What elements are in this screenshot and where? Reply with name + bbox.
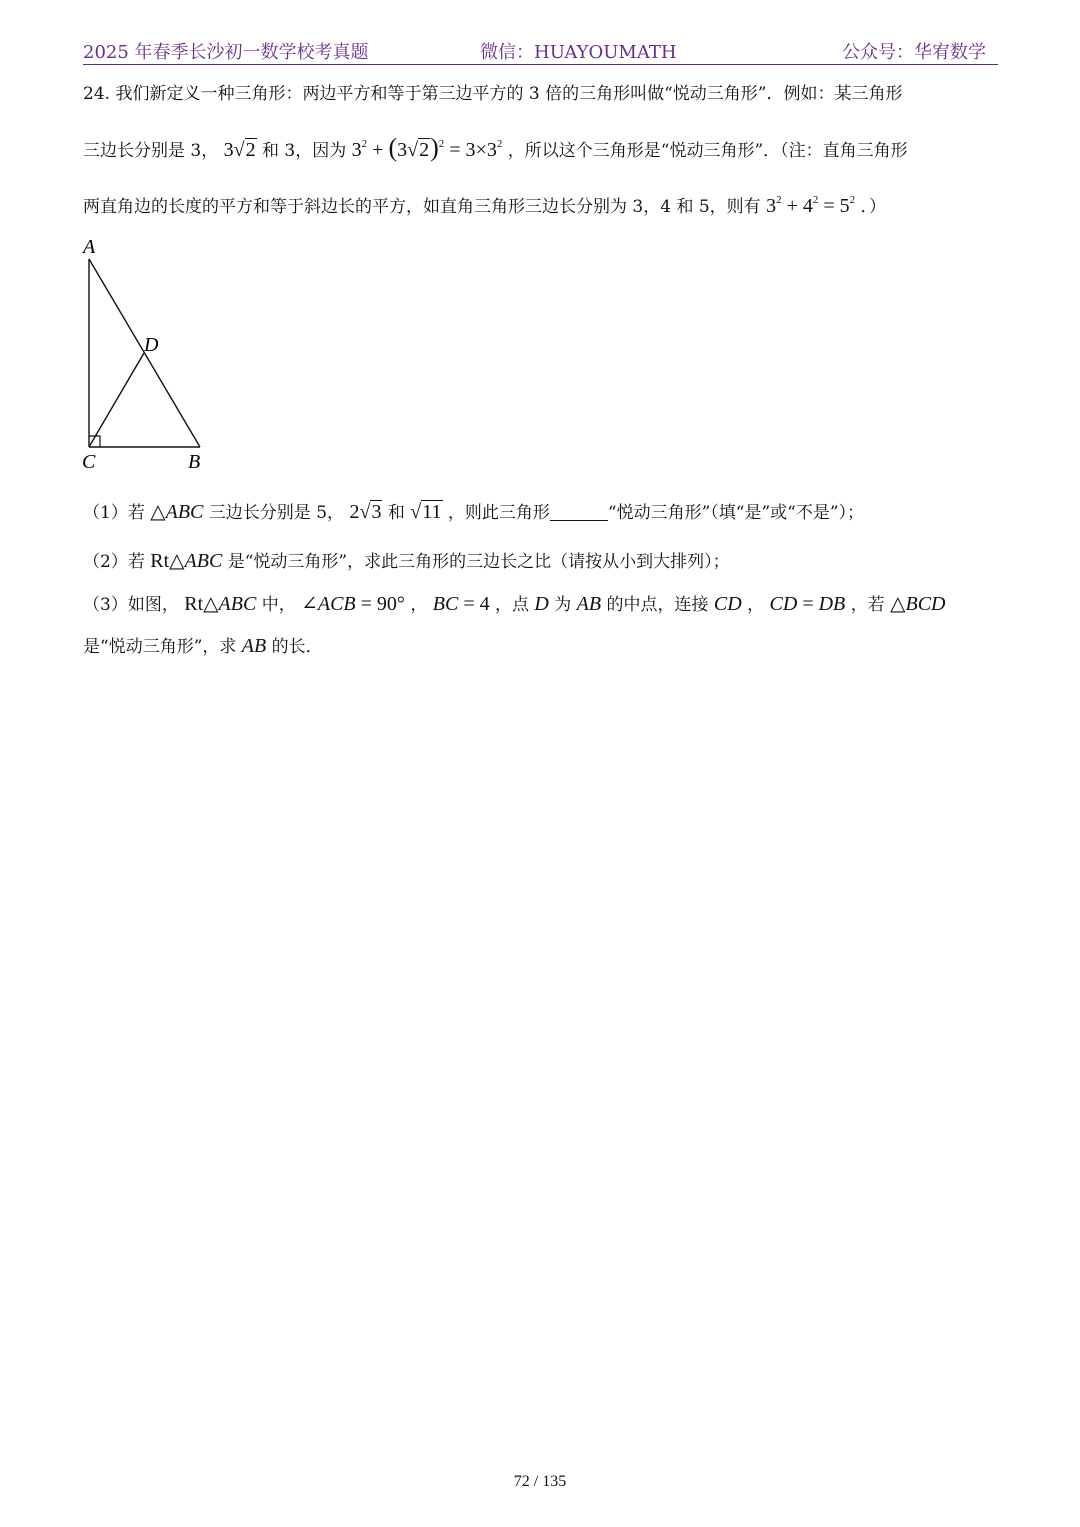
q1-sqrt11: √11 bbox=[410, 501, 442, 523]
formula-pythagoras: $3^2 + 4^2 = 5^2$ bbox=[766, 194, 856, 217]
q3-text-e: 为 bbox=[554, 595, 572, 615]
page-number: 72 / 135 bbox=[513, 1473, 567, 1490]
q3-segment-ab: AB bbox=[576, 593, 602, 615]
q1-answer-blank[interactable] bbox=[550, 502, 608, 521]
q3-point-d: D bbox=[534, 593, 549, 615]
intro-text-2a: 三边长分别是 3， bbox=[83, 141, 219, 161]
intro-text-2b: 和 3，因为 bbox=[262, 141, 347, 161]
question-1 bbox=[83, 500, 864, 525]
q1-triangle-abc: △ABC bbox=[150, 501, 204, 523]
q1-text-b: 三边长分别是 5， bbox=[208, 503, 345, 523]
question-3-line-1 bbox=[83, 592, 945, 617]
q3-text-a: （3）如图， bbox=[83, 595, 179, 615]
q3-text-i: 是“悦动三角形”，求 bbox=[83, 637, 237, 657]
q3-text-g: ， bbox=[747, 595, 765, 615]
segment-cd bbox=[89, 353, 144, 447]
q2-rt-triangle-abc: Rt△ABC bbox=[150, 550, 223, 572]
problem-intro-line-3 bbox=[83, 188, 886, 219]
q1-text-a: （1）若 bbox=[83, 503, 145, 523]
q2-text-a: （2）若 bbox=[83, 552, 145, 572]
problem-intro-line-2 bbox=[83, 132, 908, 163]
label-d: D bbox=[144, 334, 159, 356]
q3-bc-eq-4: BC = 4 bbox=[432, 593, 490, 615]
q3-cd-eq-db: CD = DB bbox=[769, 593, 846, 615]
intro-text-3b: ．） bbox=[860, 197, 887, 217]
label-c: C bbox=[82, 451, 96, 472]
header-title: 2025 年春季长沙初一数学校考真题 bbox=[83, 42, 369, 63]
label-a: A bbox=[83, 236, 96, 258]
q1-text-d: ，则此三角形 bbox=[447, 503, 550, 523]
q3-segment-ab-2: AB bbox=[241, 635, 267, 657]
q3-text-f: 的中点，连接 bbox=[606, 595, 709, 615]
q1-2sqrt3: 2√3 bbox=[349, 501, 382, 523]
label-b: B bbox=[188, 451, 201, 472]
q3-triangle-bcd: △BCD bbox=[890, 593, 946, 615]
q3-text-b: 中， bbox=[261, 595, 296, 615]
q3-text-c: ， bbox=[410, 595, 428, 615]
intro-text-1: 我们新定义一种三角形：两边平方和等于第三边平方的 3 倍的三角形叫做“悦动三角形”．例如：某三角形 bbox=[115, 84, 903, 104]
formula-example-sum: $3^2 + (3√2)^2 = 3\times 3^2$ bbox=[351, 133, 503, 162]
header-account: 公众号：华宥数学 bbox=[842, 42, 986, 63]
q1-text-e: “悦动三角形”（填“是”或“不是”）； bbox=[607, 503, 865, 523]
question-2 bbox=[83, 549, 730, 574]
question-3-line-2 bbox=[83, 634, 323, 659]
q3-text-j: 的长． bbox=[271, 637, 323, 657]
intro-text-3a: 两直角边的长度的平方和等于斜边长的平方，如直角三角形三边长分别为 3，4 和 5，则有 bbox=[83, 197, 761, 217]
formula-3sqrt2: 3√2 bbox=[223, 139, 256, 161]
q3-text-h: ，若 bbox=[850, 595, 885, 615]
triangle-figure bbox=[76, 232, 216, 472]
q3-rt-triangle-abc: Rt△ABC bbox=[184, 593, 257, 615]
q2-text-b: 是“悦动三角形”，求此三角形的三边长之比（请按从小到大排列）； bbox=[227, 552, 730, 572]
problem-number: 24. bbox=[83, 84, 111, 104]
q3-segment-cd: CD bbox=[713, 593, 742, 615]
problem-intro-line-1 bbox=[83, 82, 902, 106]
page-header bbox=[83, 38, 998, 65]
q3-angle-acb: ∠ACB = 90° bbox=[301, 593, 405, 615]
q1-text-c: 和 bbox=[387, 503, 405, 523]
intro-text-2c: ，所以这个三角形是“悦动三角形”．（注：直角三角形 bbox=[507, 141, 908, 161]
q3-text-d: ，点 bbox=[495, 595, 529, 615]
header-wechat: 微信：HUAYOUMATH bbox=[480, 42, 677, 63]
